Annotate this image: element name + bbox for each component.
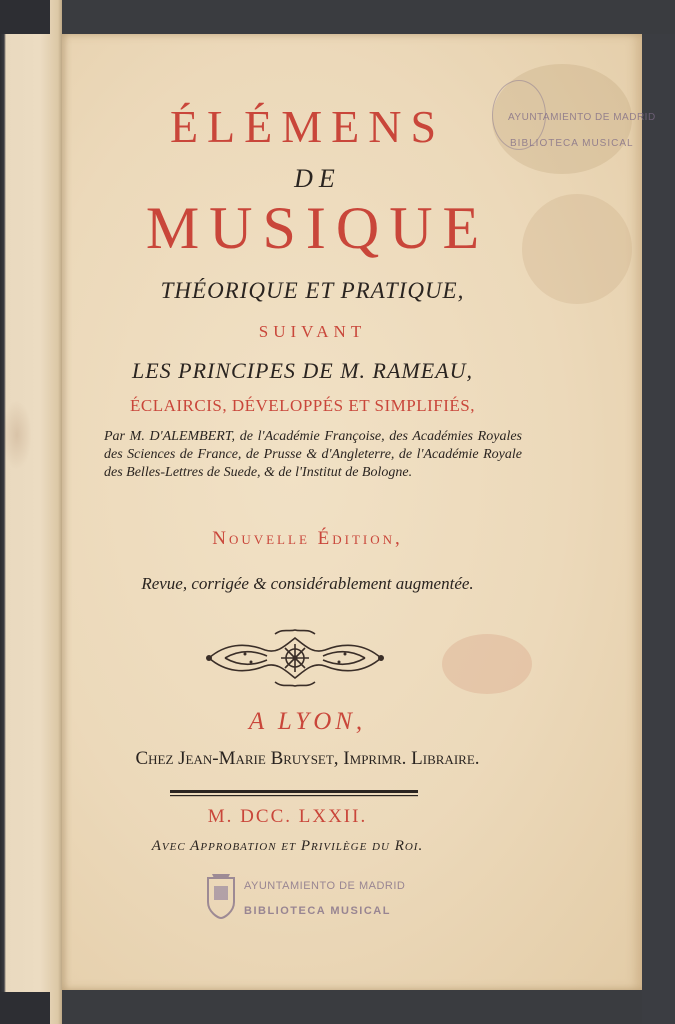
subtitle-principes: LES PRINCIPES DE M. RAMEAU, (131, 358, 474, 383)
title-elemens: ÉLÉMENS (169, 101, 446, 152)
library-stamp-top-line1: AYUNTAMIENTO DE MADRID (508, 112, 656, 123)
double-rule (170, 790, 418, 798)
imprint-date: M. DCC. LXXII. (207, 806, 368, 827)
library-stamp-bottom-line2: BIBLIOTECA MUSICAL (244, 905, 391, 917)
library-stamp-top-line2: BIBLIOTECA MUSICAL (510, 138, 634, 149)
subtitle-suivant: SUIVANT (258, 322, 367, 341)
spine-bottom-edge (0, 992, 50, 1024)
imprint-city: A LYON, (248, 708, 367, 735)
subtitle-eclaircis: ÉCLAIRCIS, DÉVELOPPÉS ET SIMPLIFIÉS, (130, 396, 475, 415)
imprint-publisher: Chez Jean-Marie Bruyset, Imprimr. Libraire. (135, 748, 480, 769)
spine-top-edge (0, 0, 50, 34)
title-musique: MUSIQUE (145, 195, 490, 261)
subtitle-theorique: THÉORIQUE ET PRATIQUE, (160, 278, 465, 303)
revue-line: Revue, corrigée & considérablement augmentée. (141, 574, 474, 593)
author-paragraph: Par M. D'ALEMBERT, de l'Académie Françoise, des Académies Royales des Sciences de France, de Prusse & d'Angleterre, de l'Académie Royale des Belles-Lettres de Suede, & de l'Institut de Bologne. (104, 429, 522, 480)
printers-ornament-icon (205, 624, 385, 692)
edition-line: Nouvelle Édition, (212, 528, 403, 549)
approbation-line: Avec Approbation et Privilège du Roi. (151, 838, 424, 854)
library-stamp-bottom-line1: AYUNTAMIENTO DE MADRID (244, 880, 406, 892)
book-spine (0, 0, 62, 1024)
title-de: DE (294, 164, 341, 193)
coat-of-arms-icon (204, 872, 238, 920)
